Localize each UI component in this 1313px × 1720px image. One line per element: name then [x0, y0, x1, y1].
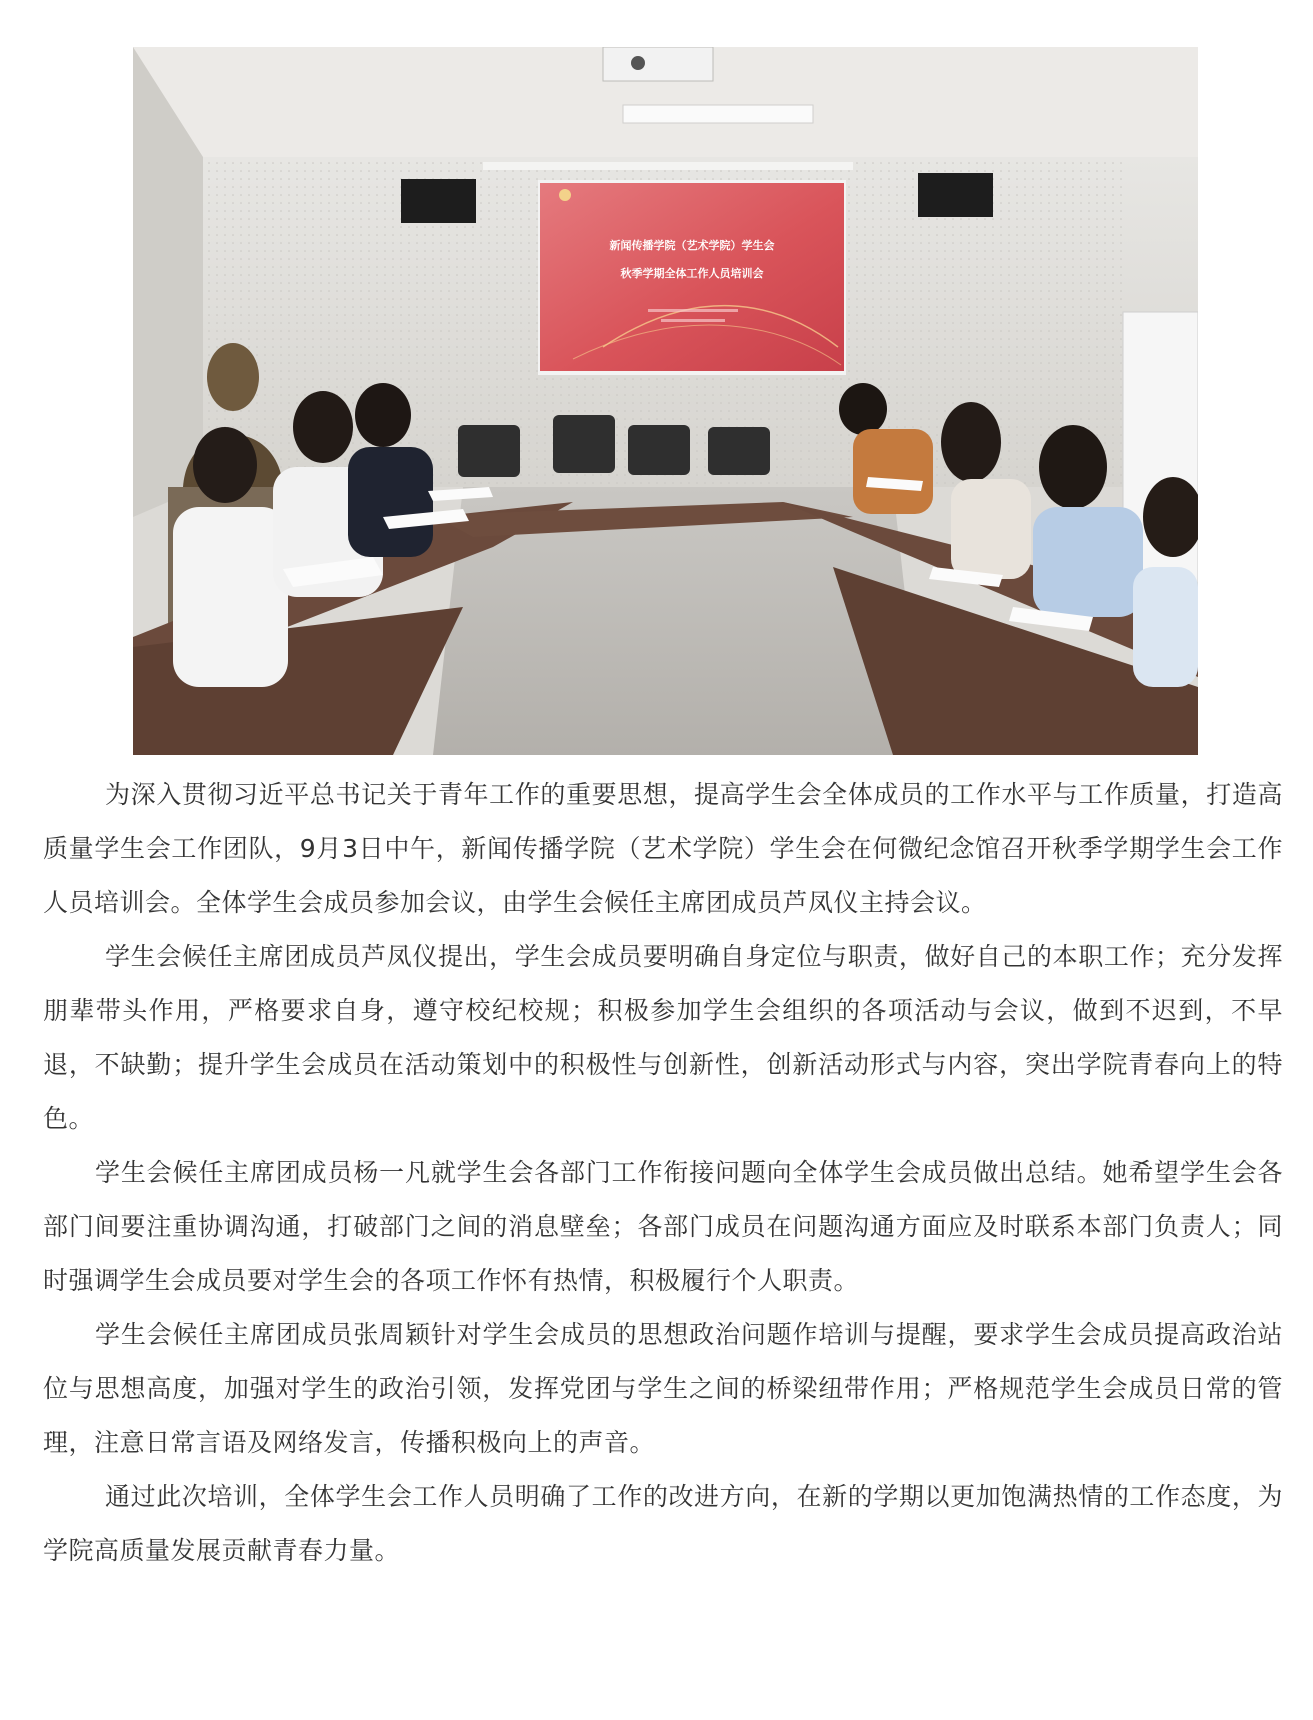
article-paragraph: 学生会候任主席团成员芦凤仪提出，学生会成员要明确自身定位与职责，做好自己的本职工作；充分发挥朋辈带头作用，严格要求自身，遵守校纪校规；积极参加学生会组织的各项活动与会议，做到不迟到，不早退，不缺勤；提升学生会成员在活动策划中的积极性与创新性，创新活动形式与内容，突出学院青春向上的特色。 — [43, 942, 1283, 1133]
meeting-photo — [133, 47, 1198, 755]
article-paragraph: 学生会候任主席团成员杨一凡就学生会各部门工作衔接问题向全体学生会成员做出总结。她希望学生会各部门间要注重协调沟通，打破部门之间的消息壁垒；各部门成员在问题沟通方面应及时联系本部门负责人；同时强调学生会成员要对学生会的各项工作怀有热情，积极履行个人职责。 — [43, 1158, 1283, 1295]
article-body — [43, 768, 1283, 1578]
article-paragraph: 学生会候任主席团成员张周颖针对学生会成员的思想政治问题作培训与提醒，要求学生会成员提高政治站位与思想高度，加强对学生的政治引领，发挥党团与学生之间的桥梁纽带作用；严格规范学生会成员日常的管理，注意日常言语及网络发言，传播积极向上的声音。 — [43, 1320, 1283, 1457]
slide-title-line2: 秋季学期全体工作人员培训会 — [620, 267, 764, 280]
slide-title-line1: 新闻传播学院（艺术学院）学生会 — [609, 239, 775, 252]
article-paragraph: 通过此次培训，全体学生会工作人员明确了工作的改进方向，在新的学期以更加饱满热情的工作态度，为学院高质量发展贡献青春力量。 — [43, 1482, 1283, 1565]
article-paragraph: 为深入贯彻习近平总书记关于青年工作的重要思想，提高学生会全体成员的工作水平与工作质量，打造高质量学生会工作团队，9月3日中午，新闻传播学院（艺术学院）学生会在何微纪念馆召开秋季学期学生会工作人员培训会。全体学生会成员参加会议，由学生会候任主席团成员芦凤仪主持会议。 — [43, 780, 1283, 917]
